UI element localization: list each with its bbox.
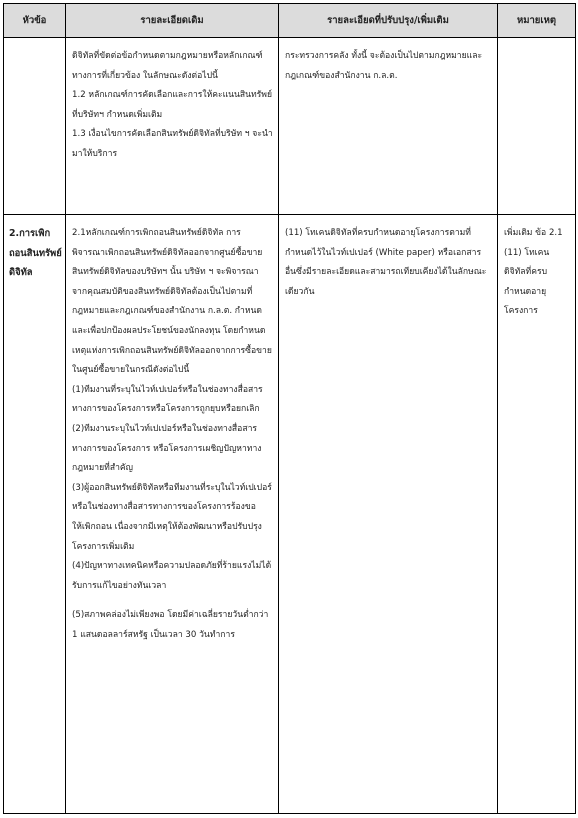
row2-note-cell [498,215,576,814]
paragraph-gap [72,596,273,606]
row2-topic-cell [4,215,66,814]
table-row [4,38,576,215]
row2-revised-p1: (11) โทเคนดิจิทัลที่ครบกำหนดอายุโครงการตามที่กำหนดไว้ในไวท์เปเปอร์ (White paper) หรือเอกสารอื่นซึ่งมีรายละเอียดและสามารถเทียบเคียงได้ในลักษณะเดียวกัน [285,228,487,297]
row2-topic: 2.การเพิกถอนสินทรัพย์ดิจิทัล [9,228,62,279]
row2-original-p3: (2)ทีมงานระบุในไวท์เปเปอร์หรือในช่องทางสื่อสารทางการของโครงการ หรือโครงการเผชิญปัญหาทางกฎหมายที่สำคัญ [72,423,262,474]
row1-revised-cell [279,38,498,215]
row2-note: เพิ่มเติม ข้อ 2.1 (11) โทเคนดิจิทัลที่ครบกำหนดอายุโครงการ [504,228,563,317]
revision-table [3,3,576,814]
row2-original-p6: (4)ปัญหาทางเทคนิคหรือความปลอดภัยที่ร้ายแรงไม่ได้รับการแก้ไขอย่างทันเวลา [72,561,272,591]
header-note: หมายเหตุ [498,4,576,38]
row2-original-p1: 2.1หลักเกณฑ์การเพิกถอนสินทรัพย์ดิจิทัล การพิจารณาเพิกถอนสินทรัพย์ดิจิทัลออกจากศูนย์ซื้อขายสินทรัพย์ดิจิทัลของบริษัทฯ นั้น บริษัท ฯ จะพิจารณาจากคุณสมบัติของสินทรัพย์ดิจิทัลต้องเป็นไปตามที่กฎหมายและกฎเกณฑ์ของสำนักงาน ก.ล.ต. กำหนด และเพื่อปกป้องผลประโยชน์ของนักลงทุน โดยกำหนดเหตุแห่งการเพิกถอนสินทรัพย์ดิจิทัลออกจากการซื้อขายในศูนย์ซื้อขายในกรณีดังต่อไปนี้ [72,228,272,376]
header-topic: หัวข้อ [4,4,66,38]
row1-original-p1: ดิจิทัลที่ขัดต่อข้อกำหนดตามกฎหมายหรือหลักเกณฑ์ทางการที่เกี่ยวข้อง ในลักษณะดังต่อไปนี้ [72,51,263,81]
table-header-row [4,4,576,38]
row2-original-cell [66,215,279,814]
table-row [4,215,576,814]
row1-revised-p1: กระทรวงการคลัง ทั้งนี้ จะต้องเป็นไปตามกฎหมายและกฎเกณฑ์ของสำนักงาน ก.ล.ต. [285,51,483,81]
row2-revised-cell [279,215,498,814]
header-revised: รายละเอียดที่ปรับปรุง/เพิ่มเติม [279,4,498,38]
row2-original-p5: ให้เพิกถอน เนื่องจากมีเหตุให้ต้องพัฒนาหรือปรับปรุงโครงการเพิ่มเติม [72,521,262,552]
row1-note [498,38,575,51]
row2-original-p7: (5)สภาพคล่องไม่เพียงพอ โดยมีค่าเฉลี่ยรายวันต่ำกว่า 1 แสนดอลลาร์สหรัฐ เป็นเวลา 30 วันทำการ [72,610,269,640]
row1-original-p3: 1.3 เงื่อนไขการคัดเลือกสินทรัพย์ดิจิทัลที่บริษัท ฯ จะนำมาให้บริการ [72,129,273,159]
row1-topic [4,38,65,47]
row1-note-cell [498,38,576,215]
row2-original-p2: (1)ทีมงานที่ระบุในไวท์เปเปอร์หรือในช่องทางสื่อสารทางการของโครงการหรือโครงการถูกยุบหรือยกเลิก [72,384,263,415]
row1-original-p2: 1.2 หลักเกณฑ์การคัดเลือกและการให้คะแนนสินทรัพย์ที่บริษัทฯ กำหนดเพิ่มเติม [72,90,273,120]
row2-original-p4: (3)ผู้ออกสินทรัพย์ดิจิทัลหรือทีมงานที่ระบุในไวท์เปเปอร์หรือในช่องทางสื่อสารทางการของโครงการร้องขอ [72,482,272,513]
row1-topic-cell [4,38,66,215]
header-original: รายละเอียดเดิม [66,4,279,38]
row1-original-cell [66,38,279,215]
